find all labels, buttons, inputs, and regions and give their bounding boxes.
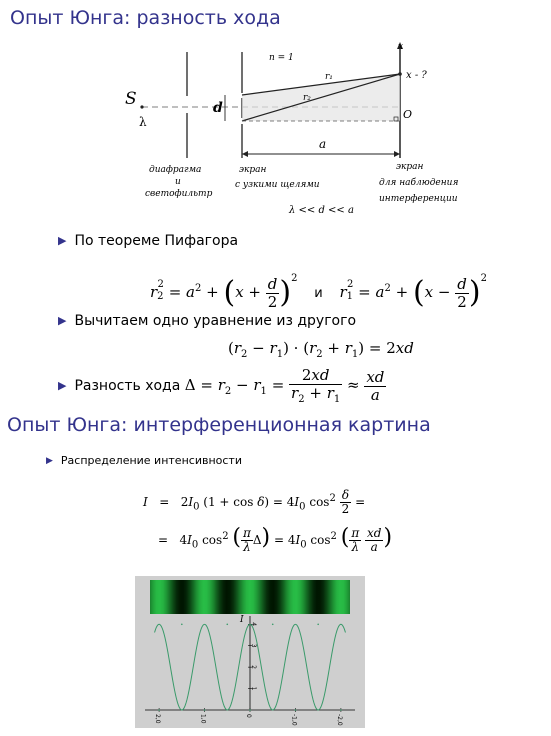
data-point <box>204 709 206 711</box>
bullet-marker-icon: ▶ <box>58 234 67 247</box>
diaphragm-label-2: и <box>175 177 181 187</box>
r2-label: r₂ <box>303 93 311 103</box>
x-point-label: x - ? <box>406 70 427 81</box>
slit-screen-label-2: с узкими щелями <box>235 180 320 190</box>
equation-intensity-2: = $4I_0$ $\cos^2$ ( $\frac{\pi}{\lambda}$ $\Delta) = 4I_0$ $\cos^2$ ( $\frac{\pi}{\lambda}$ $\frac{xd}{a}$ ) <box>158 525 393 554</box>
a-label: a <box>319 137 327 151</box>
slide-title-interference-pattern: Опыт Юнга: интерференционная картина <box>7 414 431 436</box>
bullet-intensity-text: Распределение интенсивности <box>60 454 242 467</box>
bullet-path-difference-text: Разность хода <box>74 378 181 394</box>
equation-intensity-1: $I = 2I_0$ $(1 + \cos \delta) = 4I_0$ $\cos^2$ $\frac{\delta}{2}$ = <box>143 487 366 516</box>
y-tick-label: 3 <box>250 643 257 648</box>
n-label: n = 1 <box>269 53 294 63</box>
r1-label: r₁ <box>325 72 333 82</box>
bullet-subtract <box>58 313 356 329</box>
data-point <box>340 709 342 711</box>
y-tick-label: 4 <box>250 622 257 627</box>
data-point <box>272 623 274 625</box>
x-tick-label: -1,0 <box>290 714 298 726</box>
x-tick-label: -2,0 <box>335 714 343 726</box>
x-axis-label: x <box>398 42 404 52</box>
bullet-marker-icon: ▶ <box>46 456 53 466</box>
slide-title-path-difference: Опыт Юнга: разность хода <box>10 7 281 29</box>
obs-screen-label-3: интерференции <box>379 194 458 204</box>
equation-difference: $(r_2 - r_1) \cdot (r_2 + r_1) = 2xd$ <box>228 339 414 360</box>
intensity-chart <box>135 576 365 728</box>
source-label: S <box>125 89 137 109</box>
obs-screen-label-2: для наблюдения <box>379 178 459 188</box>
condition-label: λ << d << a <box>289 205 354 216</box>
data-point <box>317 623 319 625</box>
fringe-band <box>150 580 350 614</box>
origin-label: O <box>403 108 413 121</box>
bullet-marker-icon: ▶ <box>58 379 67 392</box>
bullet-subtract-text: Вычитаем одно уравнение из другого <box>74 313 357 329</box>
data-point <box>249 709 251 711</box>
y-tick-label: 2 <box>250 665 257 669</box>
d-label: d <box>213 100 223 116</box>
data-point <box>295 709 297 711</box>
equation-pythagoras: $r_2^2 = a^2 + (x$ + $\frac{d}{2}$ )$^2$ и $r_1^2 = a^2 + (x$ − $\frac{d}{2}$ )$^2$ <box>150 273 487 311</box>
y-tick-label: 1 <box>250 686 257 691</box>
bullet-marker-icon: ▶ <box>58 314 67 327</box>
data-point <box>226 623 228 625</box>
y-axis-label: I <box>240 615 244 625</box>
bullet-intensity <box>46 454 242 467</box>
equation-and-text: и <box>314 286 323 301</box>
data-point <box>158 709 160 711</box>
diaphragm-label-1: диафрагма <box>149 165 202 175</box>
x-tick-label: 2,0 <box>154 714 162 724</box>
lambda-label: λ <box>139 115 147 129</box>
slit-screen-label-1: экран <box>239 165 267 175</box>
x-tick-label: 0 <box>245 714 252 718</box>
bullet-pythagoras-text: По теореме Пифагора <box>74 233 239 249</box>
x-tick-label: 1,0 <box>199 714 207 724</box>
obs-screen-label-1: экран <box>396 162 424 172</box>
data-point <box>181 623 183 625</box>
bullet-pythagoras <box>58 233 238 249</box>
young-experiment-sketch <box>117 38 481 218</box>
bullet-path-difference: ▶ Разность хода $\Delta = r_2 - r_1$ = $\frac{2xd}{r_2 + r_1}$ ≈ $\frac{xd}{a}$ <box>58 362 386 408</box>
diaphragm-label-3: светофильтр <box>145 189 213 199</box>
